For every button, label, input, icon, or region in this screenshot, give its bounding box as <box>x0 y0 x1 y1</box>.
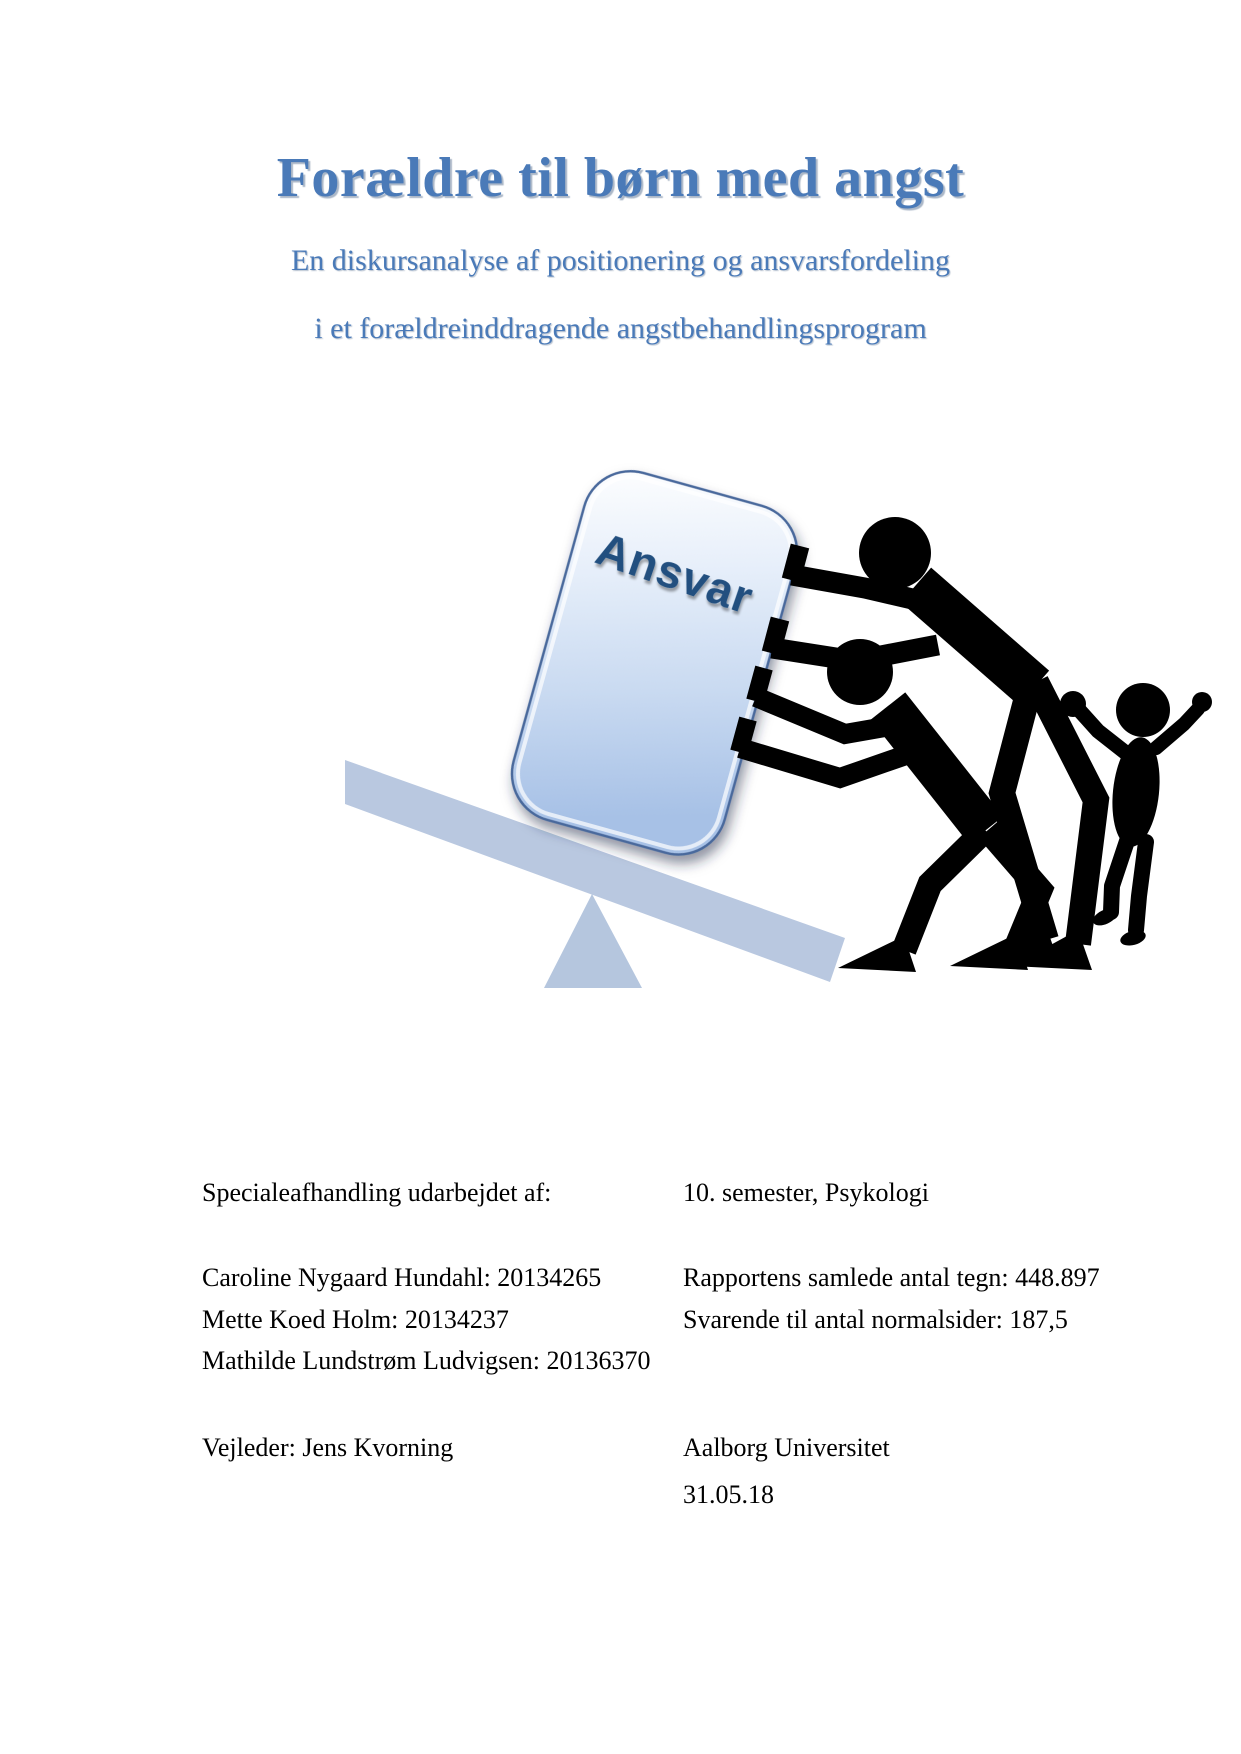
page-subtitle-line-1: En diskursanalyse af positionering og ansvarsfordeling <box>290 244 951 277</box>
supervisor: Vejleder: Jens Kvorning <box>202 1433 454 1462</box>
author-1: Caroline Nygaard Hundahl: 20134265 <box>202 1263 602 1292</box>
ansvar-label: Ansvar <box>589 522 761 624</box>
submission-date: 31.05.18 <box>683 1480 774 1509</box>
parent-lower-head <box>827 639 893 705</box>
university: Aalborg Universitet <box>683 1433 890 1462</box>
authors-heading: Specialeafhandling udarbejdet af: <box>202 1178 552 1207</box>
seesaw-illustration <box>300 415 1240 1000</box>
child-head <box>1116 683 1170 737</box>
semester-program: 10. semester, Psykologi <box>683 1178 929 1207</box>
author-2: Mette Koed Holm: 20134237 <box>202 1305 509 1334</box>
responsibility-box <box>501 460 808 865</box>
page-title: Forældre til børn med angst <box>276 147 965 209</box>
page-subtitle-line-2: i et forældreinddragende angstbehandlingsprogram <box>314 312 927 345</box>
normal-pages: Svarende til antal normalsider: 187,5 <box>683 1305 1068 1334</box>
seesaw-fulcrum <box>544 894 642 988</box>
author-3: Mathilde Lundstrøm Ludvigsen: 20136370 <box>202 1346 651 1375</box>
character-count: Rapportens samlede antal tegn: 448.897 <box>683 1263 1100 1292</box>
parent-upper-head <box>859 517 931 589</box>
